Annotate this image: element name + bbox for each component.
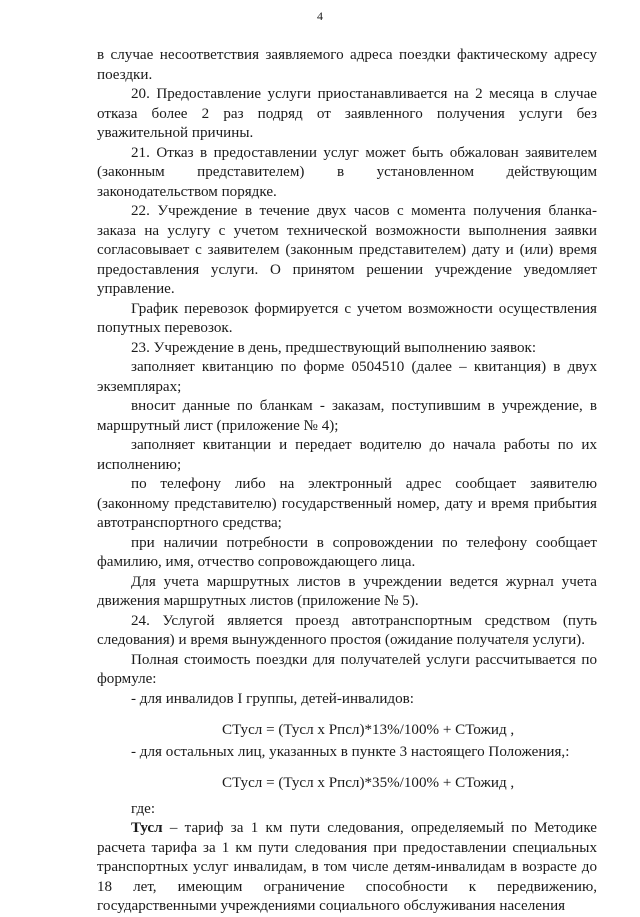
document-body: [97, 46, 597, 917]
paragraph-23: 23. Учреждение в день, предшествующий выполнению заявок:: [131, 339, 537, 356]
definition-tusl: [97, 819, 597, 917]
formula-group1: СТусл = (Тусл х Рпсл)*13%/100% + СТожид ,: [222, 722, 515, 738]
paragraph-journal: Для учета маршрутных листов в учреждении ведется журнал учета движения маршрутных листов (приложение № 5).: [97, 573, 597, 609]
definition-term: Тусл: [131, 820, 163, 836]
paragraph-23-driver: заполняет квитанции и передает водителю до начала работы по их исполнению;: [97, 437, 597, 473]
page-number: 4: [317, 9, 323, 23]
where-label: где:: [131, 800, 156, 817]
paragraph-23-phone: по телефону либо на электронный адрес сообщает заявителю (законному представителю) государственный номер, дату и время прибытия автотранспортного средства;: [97, 476, 597, 531]
definition-text: – тариф за 1 км пути следования, определяемый по Методике расчета тарифа за 1 км пути следования при предоставлении специальных транспортных услуг инвалидам, в том числе детям-инвалидам в возрасте до 18 лет, имеющим ограничение способности к передвижению, государственными учреждениями социального обслуживания населения: [97, 820, 597, 914]
paragraph-schedule: График перевозок формируется с учетом возможности осуществления попутных перевозок.: [97, 300, 597, 336]
paragraph-24: 24. Услугой является проезд автотранспортным средством (путь следования) и время вынужденного простоя (ожидание получателя услуги).: [97, 612, 597, 648]
paragraph-23-receipt: заполняет квитанцию по форме 0504510 (далее – квитанция) в двух экземплярах;: [97, 359, 597, 395]
paragraph-22: 22. Учреждение в течение двух часов с момента получения бланка-заказа на услугу с учетом технической возможности выполнения заявки согласовывает с заявителем (законным представителем) дату и (или) время предоставления услуги. О принятом решении учреждение уведомляет управление.: [97, 203, 597, 297]
paragraph-23-escort: при наличии потребности в сопровождении по телефону сообщает фамилию, имя, отчество сопровождающего лица.: [97, 534, 597, 570]
paragraph-cost: Полная стоимость поездки для получателей услуги рассчитывается по формуле:: [97, 651, 597, 687]
paragraph-23-route-sheet: вносит данные по бланкам - заказам, поступившим в учреждение, в маршрутный лист (приложение № 4);: [97, 398, 597, 434]
paragraph-continuation: в случае несоответствия заявляемого адреса поездки фактическому адресу поездки.: [97, 47, 597, 83]
paragraph-others: - для остальных лиц, указанных в пункте 3 настоящего Положения,:: [131, 743, 570, 760]
formula-others: СТусл = (Тусл х Рпсл)*35%/100% + СТожид ,: [222, 775, 515, 791]
paragraph-group1: - для инвалидов I группы, детей-инвалидов:: [131, 690, 414, 707]
paragraph-21: 21. Отказ в предоставлении услуг может быть обжалован заявителем (законным представителем) в установленном действующим законодательством порядке.: [97, 144, 597, 200]
paragraph-20: 20. Предоставление услуги приостанавливается на 2 месяца в случае отказа более 2 раз подряд от заявленного получения услуги без уважительной причины.: [97, 86, 597, 141]
